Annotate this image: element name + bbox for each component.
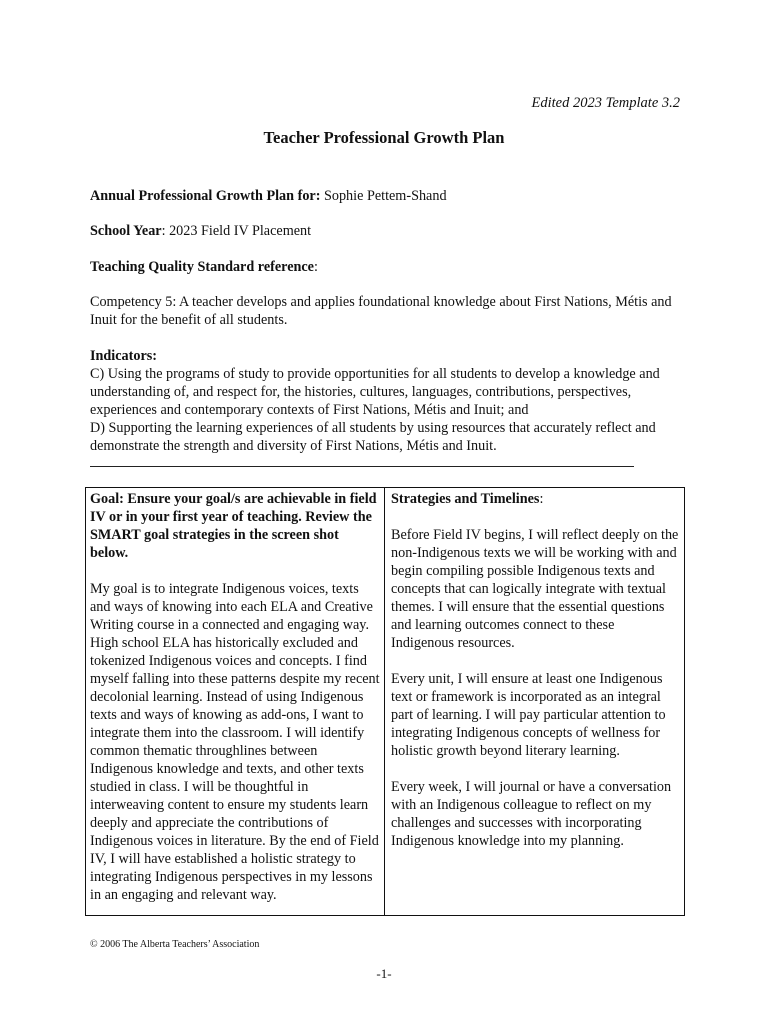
section-divider xyxy=(90,466,634,467)
indicators-section xyxy=(90,347,680,455)
copyright-notice: © 2006 The Alberta Teachers’ Association xyxy=(90,939,260,950)
tqs-reference-colon: : xyxy=(313,259,318,275)
goal-column xyxy=(90,490,380,922)
goal-heading: Goal: Ensure your goal/s are achievable in field IV or in your first year of teaching. Review the SMART goal strategies in the screen shot below. xyxy=(90,491,377,561)
tqs-reference-line xyxy=(90,258,680,276)
school-year-label: School Year xyxy=(90,223,162,239)
strategies-column xyxy=(391,490,679,868)
strategies-heading: Strategies and Timelines xyxy=(391,491,540,507)
strategy-every-unit: Every unit, I will ensure at least one Indigenous text or framework is incorporated as an integral part of learning. I will pay particular attention to integrating Indigenous concepts of wellness for holistic growth beyond literary learning. xyxy=(391,671,666,759)
indicator-d: D) Supporting the learning experiences of all students by using resources that accurately reflect and demonstrate the strength and diversity of First Nations, Métis and Inuit. xyxy=(90,420,656,454)
goal-strategies-table xyxy=(85,487,685,916)
indicator-c: C) Using the programs of study to provide opportunities for all students to develop a knowledge and understanding of, and respect for, the histories, cultures, languages, contributions, perspectives, experiences and contemporary contexts of First Nations, Métis and Inuit; and xyxy=(90,366,660,418)
school-year-value: : 2023 Field IV Placement xyxy=(161,223,312,239)
strategies-heading-line xyxy=(391,490,679,508)
goal-text: My goal is to integrate Indigenous voices, texts and ways of knowing into each ELA and Creative Writing course in a connected and engaging way. High school ELA has historically excluded and tokenized Indigenous voices and concepts. I find myself falling into these patterns despite my recent decolonial learning. Instead of using Indigenous texts and ways of knowing as add-ons, I want to integrate them into the classroom. I will identify common thematic throughlines between Indigenous knowledge and texts, and other texts studied in class. I will be thoughtful in interweaving content to ensure my students learn deeply and appreciate the contributions of Indigenous voices in literature. By the end of Field IV, I will have established a holistic strategy to integrating Indigenous perspectives in my lessons in an engaging and relevant way. xyxy=(90,581,380,903)
template-edition-note: Edited 2023 Template 3.2 xyxy=(531,95,680,111)
plan-for-line xyxy=(90,187,680,205)
plan-for-label: Annual Professional Growth Plan for: xyxy=(90,188,321,204)
document-title: Teacher Professional Growth Plan xyxy=(263,128,505,147)
plan-for-value: Sophie Pettem-Shand xyxy=(320,188,447,204)
strategy-every-week: Every week, I will journal or have a conversation with an Indigenous colleague to reflect on my challenges and successes with incorporating Indigenous knowledge into my planning. xyxy=(391,779,672,849)
tqs-reference-label: Teaching Quality Standard reference xyxy=(90,259,314,275)
competency-text: Competency 5: A teacher develops and applies foundational knowledge about First Nations, Métis and Inuit for the benefit of all students. xyxy=(90,294,672,328)
school-year-line xyxy=(90,222,680,240)
strategy-before-field-iv: Before Field IV begins, I will reflect deeply on the non-Indigenous texts we will be working with and begin compiling possible Indigenous texts and concepts that can logically integrate with textual themes. I will ensure that the essential questions and learning outcomes connect to these Indigenous resources. xyxy=(391,527,679,651)
page-number: -1- xyxy=(376,966,392,981)
strategies-heading-colon: : xyxy=(539,491,544,507)
table-column-divider xyxy=(384,488,385,915)
indicators-label: Indicators: xyxy=(90,348,157,364)
